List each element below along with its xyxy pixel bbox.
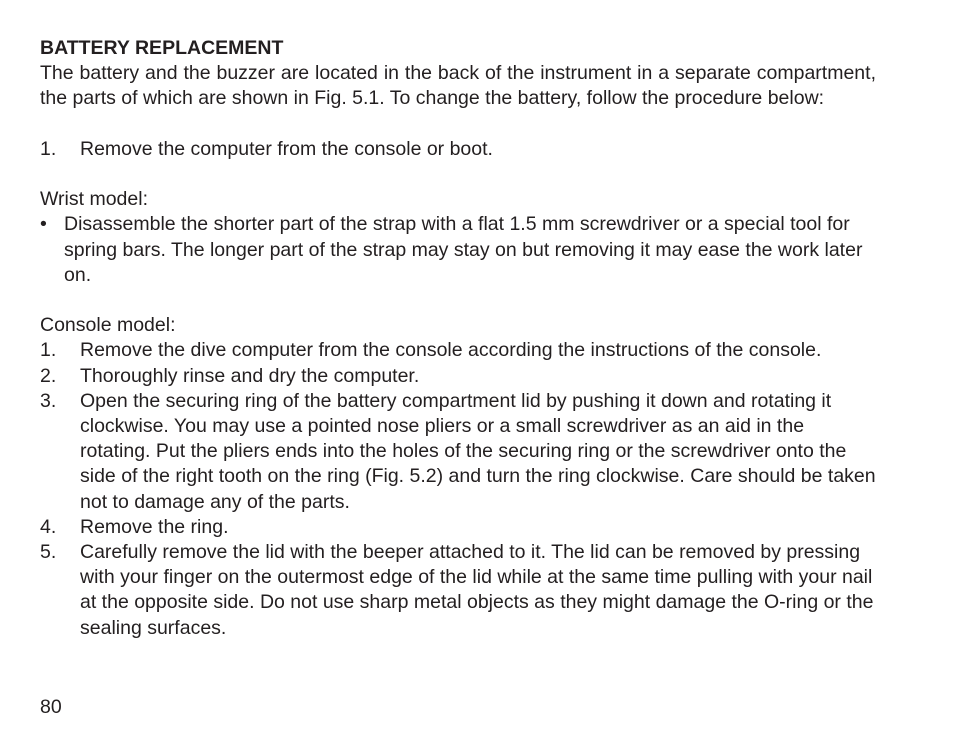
- spacer: [40, 288, 876, 313]
- step-text: Remove the computer from the console or boot.: [80, 137, 493, 160]
- wrist-model-list: [40, 212, 876, 288]
- step-number: 2.: [40, 364, 57, 387]
- wrist-model-label: Wrist model:: [40, 188, 148, 211]
- step-number: 1.: [40, 137, 57, 160]
- list-item: [40, 540, 876, 641]
- manual-page: [40, 36, 876, 641]
- list-item: [40, 212, 876, 288]
- section-heading: BATTERY REPLACEMENT: [40, 37, 284, 59]
- bullet-text: Disassemble the shorter part of the strap with a flat 1.5 mm screwdriver or a special tool for spring bars. The longer part of the strap may stay on but removing it may ease the work later on.: [64, 213, 863, 286]
- step-text: Carefully remove the lid with the beeper attached to it. The lid can be removed by pressing with your finger on the outermost edge of the lid while at the same time pulling with your nail at the opposite side. Do not use sharp metal objects as they might damage the O-ring or the sealing surfaces.: [80, 541, 874, 639]
- list-item: [40, 137, 876, 162]
- general-steps-list: [40, 137, 876, 162]
- bullet-icon: •: [40, 213, 47, 236]
- step-number: 1.: [40, 339, 57, 362]
- console-model-label: Console model:: [40, 314, 176, 337]
- list-item: [40, 364, 876, 389]
- step-text: Open the securing ring of the battery compartment lid by pushing it down and rotating it clockwise. You may use a pointed nose pliers or a small screwdriver as an aid in the rotating. Put the pliers ends into the holes of the securing ring or the screwdriver onto the side of the right tooth on the ring (Fig. 5.2) and turn the ring clockwise. Care should be taken not to damage any of the parts.: [80, 389, 876, 513]
- step-number: 4.: [40, 515, 57, 538]
- step-number: 5.: [40, 541, 57, 564]
- spacer: [40, 162, 876, 187]
- spacer: [40, 112, 876, 137]
- step-number: 3.: [40, 389, 57, 412]
- step-text: Thoroughly rinse and dry the computer.: [80, 364, 420, 387]
- page-number: 80: [40, 696, 62, 718]
- list-item: [40, 389, 876, 515]
- step-text: Remove the dive computer from the console according the instructions of the console.: [80, 339, 822, 362]
- step-text: Remove the ring.: [80, 515, 229, 538]
- list-item: [40, 338, 876, 363]
- list-item: [40, 515, 876, 540]
- console-steps-list: [40, 338, 876, 640]
- intro-paragraph: The battery and the buzzer are located in the back of the instrument in a separate compartment, the parts of which are shown in Fig. 5.1. To change the battery, follow the procedure below:: [40, 62, 876, 110]
